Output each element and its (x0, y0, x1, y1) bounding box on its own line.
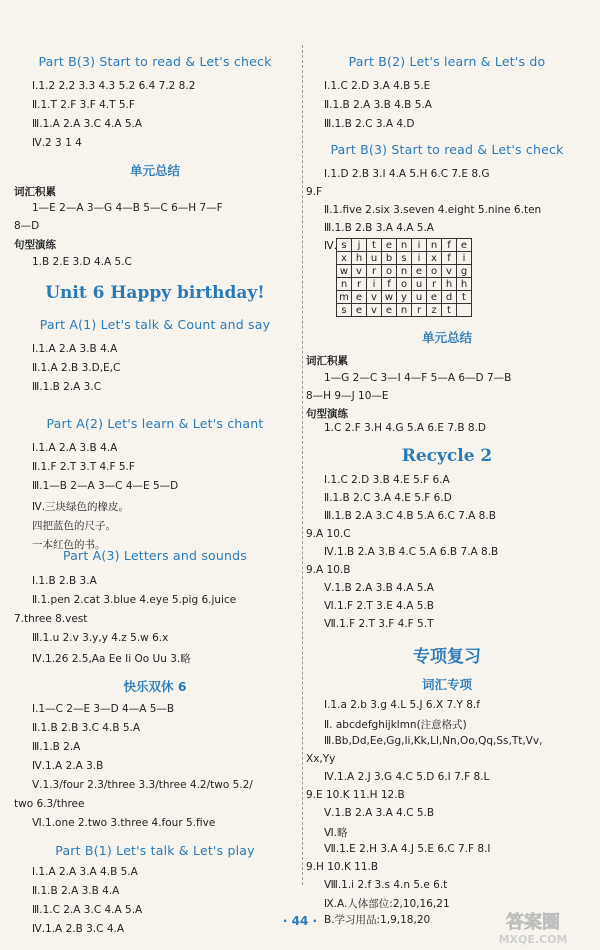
answer-line: Ⅱ.1.B 2.A 3.B 4.B 5.A (324, 99, 432, 111)
answer-line: 1.C 2.F 3.H 4.G 5.A 6.E 7.B 8.D (324, 422, 487, 434)
answer-line: 一本红色的书。 (32, 539, 106, 551)
answer-line: Ⅳ.1.A 2.J 3.G 4.C 5.D 6.I 7.F 8.L (324, 771, 490, 783)
grid-cell: o (382, 265, 397, 278)
grid-cell: x (427, 252, 442, 265)
answer-line: Ⅲ.Bb,Dd,Ee,Gg,Ii,Kk,Ll,Nn,Oo,Qq,Ss,Tt,Vv, (324, 735, 543, 747)
answer-line: Ⅰ.1—C 2—E 3—D 4—A 5—B (32, 703, 175, 715)
grid-cell: i (412, 239, 427, 252)
summary-title: 单元总结 (421, 330, 472, 345)
answer-line: Ⅲ.1.B 2.B 3.A 4.A 5.A (324, 222, 434, 234)
grid-cell: t (367, 239, 382, 252)
grid-cell: u (412, 278, 427, 291)
grid-cell: v (367, 291, 382, 304)
grid-cell: e (457, 239, 472, 252)
page-number: · 44 · (282, 914, 318, 928)
answer-line: 1—E 2—A 3—G 4—B 5—C 6—H 7—F (32, 202, 223, 214)
grid-cell: g (457, 265, 472, 278)
answer-line: Ⅱ.1.B 2.C 3.A 4.E 5.F 6.D (324, 492, 452, 504)
grid-cell: n (397, 304, 412, 317)
answer-line: Ⅰ.1.2 2.2 3.3 4.3 5.2 6.4 7.2 8.2 (32, 80, 196, 92)
grid-cell: w (337, 265, 352, 278)
grid-row (337, 239, 472, 252)
grid-cell: e (382, 304, 397, 317)
answer-line: Ⅲ.1.B 2.A 3.C 4.B 5.A 6.C 7.A 8.B (324, 510, 496, 522)
recycle-title: Recycle 2 (401, 446, 493, 466)
section-title: Part A(3) Letters and sounds (63, 548, 247, 563)
grid-row (337, 304, 472, 317)
answer-line: two 6.3/three (14, 798, 85, 810)
answer-line: 7.three 8.vest (14, 613, 88, 625)
answer-line: Ⅵ.1.one 2.two 3.three 4.four 5.five (32, 817, 216, 829)
grid-cell: f (442, 252, 457, 265)
answer-line: Ⅱ. abcdefghijklmn(注意格式) (324, 719, 467, 731)
vocab-label: 词汇积累 (306, 355, 348, 367)
unit-title: Unit 6 Happy birthday! (45, 283, 265, 303)
grid-row (337, 291, 472, 304)
answer-line: Ⅰ.1.a 2.b 3.g 4.L 5.J 6.X 7.Y 8.f (324, 699, 480, 711)
answer-line: 9.A 10.C (306, 528, 351, 540)
answer-line: Ⅳ.1.B 2.A 3.B 4.C 5.A 6.B 7.A 8.B (324, 546, 499, 558)
answer-line: 8—H 9—J 10—E (306, 390, 389, 402)
grid-cell: e (427, 291, 442, 304)
pattern-label: 句型演练 (14, 239, 56, 251)
answer-line: Ⅴ.1.B 2.A 3.A 4.C 5.B (324, 807, 435, 819)
grid-cell: i (412, 252, 427, 265)
section-title: Part B(1) Let's talk & Let's play (55, 843, 255, 858)
grid-cell: d (442, 291, 457, 304)
answer-line: Ⅲ.1.C 2.A 3.C 4.A 5.A (32, 904, 143, 916)
grid-cell: h (352, 252, 367, 265)
grid-cell: j (352, 239, 367, 252)
answer-line: Ⅰ.1.A 2.A 3.A 4.B 5.A (32, 866, 138, 878)
grid-cell: h (442, 278, 457, 291)
grid-cell: v (367, 304, 382, 317)
grid-cell: w (382, 291, 397, 304)
review-title: 专项复习 (413, 647, 481, 667)
answer-line: 9.F (306, 186, 323, 198)
answer-line: Ⅲ.1.u 2.v 3.y,y 4.z 5.w 6.x (32, 632, 169, 644)
answer-line: Ⅳ.1.26 2.5,Aa Ee Ii Oo Uu 3.略 (32, 653, 191, 665)
grid-cell: r (352, 278, 367, 291)
answer-line: Ⅰ.1.A 2.A 3.B 4.A (32, 442, 118, 454)
grid-cell: s (337, 304, 352, 317)
answer-line: Ⅳ.2 3 1 4 (32, 137, 82, 149)
answer-line: Ⅴ.1.3/four 2.3/three 3.3/three 4.2/two 5.2/ (32, 779, 253, 791)
grid-cell: m (337, 291, 352, 304)
vocab-label: 词汇积累 (14, 186, 56, 198)
grid-cell: u (367, 252, 382, 265)
answer-line: Ⅲ.1—B 2—A 3—C 4—E 5—D (32, 480, 179, 492)
watermark-cn: 答案圈 (506, 912, 560, 933)
answer-line: Ⅱ.1.A 2.B 3.D,E,C (32, 362, 121, 374)
answer-line: Ⅱ.1.pen 2.cat 3.blue 4.eye 5.pig 6.juice (32, 594, 237, 606)
answer-line: Ⅵ.1.F 2.T 3.E 4.A 5.B (324, 600, 434, 612)
grid-cell: e (382, 239, 397, 252)
vocab-special-title: 词汇专项 (421, 677, 472, 692)
grid-cell: i (457, 252, 472, 265)
grid-cell: i (367, 278, 382, 291)
section-title: Part B(3) Start to read & Let's check (330, 142, 564, 157)
grid-cell: f (382, 278, 397, 291)
answer-line: Ⅴ.1.B 2.A 3.B 4.A 5.A (324, 582, 434, 594)
happy-weekend-title: 快乐双休 6 (123, 679, 187, 694)
answer-line: Ⅳ.1.A 2.A 3.B (32, 760, 104, 772)
grid-cell: e (352, 304, 367, 317)
grid-cell: y (397, 291, 412, 304)
section-title: Part A(2) Let's learn & Let's chant (46, 416, 264, 431)
section-title: Part A(1) Let's talk & Count and say (39, 317, 271, 332)
watermark-logo (478, 908, 588, 946)
answer-line: Ⅳ.1.A 2.B 3.C 4.A (32, 923, 125, 935)
answer-line: 9.E 10.K 11.H 12.B (306, 789, 405, 801)
answer-line: 8—D (14, 220, 40, 232)
answer-line: B.学习用品:1,9,18,20 (324, 914, 431, 926)
answer-line: Xx,Yy (306, 753, 336, 765)
grid-cell: s (397, 252, 412, 265)
grid-cell: h (457, 278, 472, 291)
grid-cell: r (412, 304, 427, 317)
grid-cell: x (337, 252, 352, 265)
summary-title: 单元总结 (129, 163, 180, 178)
answer-line: Ⅰ.1.D 2.B 3.I 4.A 5.H 6.C 7.E 8.G (324, 168, 490, 180)
answer-line: Ⅲ.1.B 2.C 3.A 4.D (324, 118, 415, 130)
grid-cell: o (397, 278, 412, 291)
grid-row (337, 278, 472, 291)
answer-line: Ⅳ. (324, 240, 338, 252)
answer-line: Ⅰ.1.B 2.B 3.A (32, 575, 97, 587)
answer-line: 9.A 10.B (306, 564, 351, 576)
grid-cell: o (427, 265, 442, 278)
answer-line: Ⅲ.1.A 2.A 3.C 4.A 5.A (32, 118, 143, 130)
column-divider (302, 45, 303, 885)
grid-cell: r (427, 278, 442, 291)
answer-line: Ⅱ.1.B 2.A 3.B 4.A (32, 885, 120, 897)
answer-line: Ⅲ.1.B 2.A (32, 741, 81, 753)
answer-line: 1.B 2.E 3.D 4.A 5.C (32, 256, 132, 268)
grid-cell: z (427, 304, 442, 317)
grid-cell: t (457, 291, 472, 304)
grid-cell: e (352, 291, 367, 304)
section-title: Part B(3) Start to read & Let's check (38, 54, 272, 69)
answer-line: 1—G 2—C 3—I 4—F 5—A 6—D 7—B (324, 372, 512, 384)
pattern-label: 句型演练 (306, 408, 348, 420)
answer-line: Ⅷ.1.i 2.f 3.s 4.n 5.e 6.t (324, 879, 448, 891)
watermark-en: MXQE.COM (498, 933, 568, 946)
grid-cell: u (412, 291, 427, 304)
answer-line: Ⅳ.三块绿色的橡皮。 (32, 501, 130, 513)
answer-line: Ⅶ.1.F 2.T 3.F 4.F 5.T (324, 618, 434, 630)
answer-line: 四把蓝色的尺子。 (32, 520, 116, 532)
answer-line: Ⅱ.1.five 2.six 3.seven 4.eight 5.nine 6.ten (324, 204, 542, 216)
grid-cell: t (442, 304, 457, 317)
answer-line: Ⅵ.略 (324, 827, 348, 839)
answer-line: Ⅸ.A.人体部位:2,10,16,21 (324, 898, 450, 910)
answer-line: 9.H 10.K 11.B (306, 861, 379, 873)
grid-cell: b (382, 252, 397, 265)
grid-cell: s (337, 239, 352, 252)
answer-line: Ⅱ.1.F 2.T 3.T 4.F 5.F (32, 461, 135, 473)
grid-cell: f (442, 239, 457, 252)
grid-cell: n (397, 265, 412, 278)
answer-line: Ⅱ.1.B 2.B 3.C 4.B 5.A (32, 722, 141, 734)
grid-row (337, 265, 472, 278)
answer-line: Ⅲ.1.B 2.A 3.C (32, 381, 102, 393)
grid-cell: n (427, 239, 442, 252)
word-search-grid (336, 238, 472, 317)
grid-cell: v (352, 265, 367, 278)
grid-cell: r (367, 265, 382, 278)
grid-cell: v (442, 265, 457, 278)
grid-cell: e (412, 265, 427, 278)
answer-line: Ⅰ.1.C 2.D 3.B 4.E 5.F 6.A (324, 474, 450, 486)
grid-row (337, 252, 472, 265)
answer-line: Ⅰ.1.A 2.A 3.B 4.A (32, 343, 118, 355)
answer-line: Ⅱ.1.T 2.F 3.F 4.T 5.F (32, 99, 135, 111)
grid-cell: n (337, 278, 352, 291)
answer-line: Ⅰ.1.C 2.D 3.A 4.B 5.E (324, 80, 431, 92)
answer-line: Ⅶ.1.E 2.H 3.A 4.J 5.E 6.C 7.F 8.I (324, 843, 491, 855)
grid-cell (457, 304, 472, 317)
section-title: Part B(2) Let's learn & Let's do (348, 54, 546, 69)
grid-cell: n (397, 239, 412, 252)
